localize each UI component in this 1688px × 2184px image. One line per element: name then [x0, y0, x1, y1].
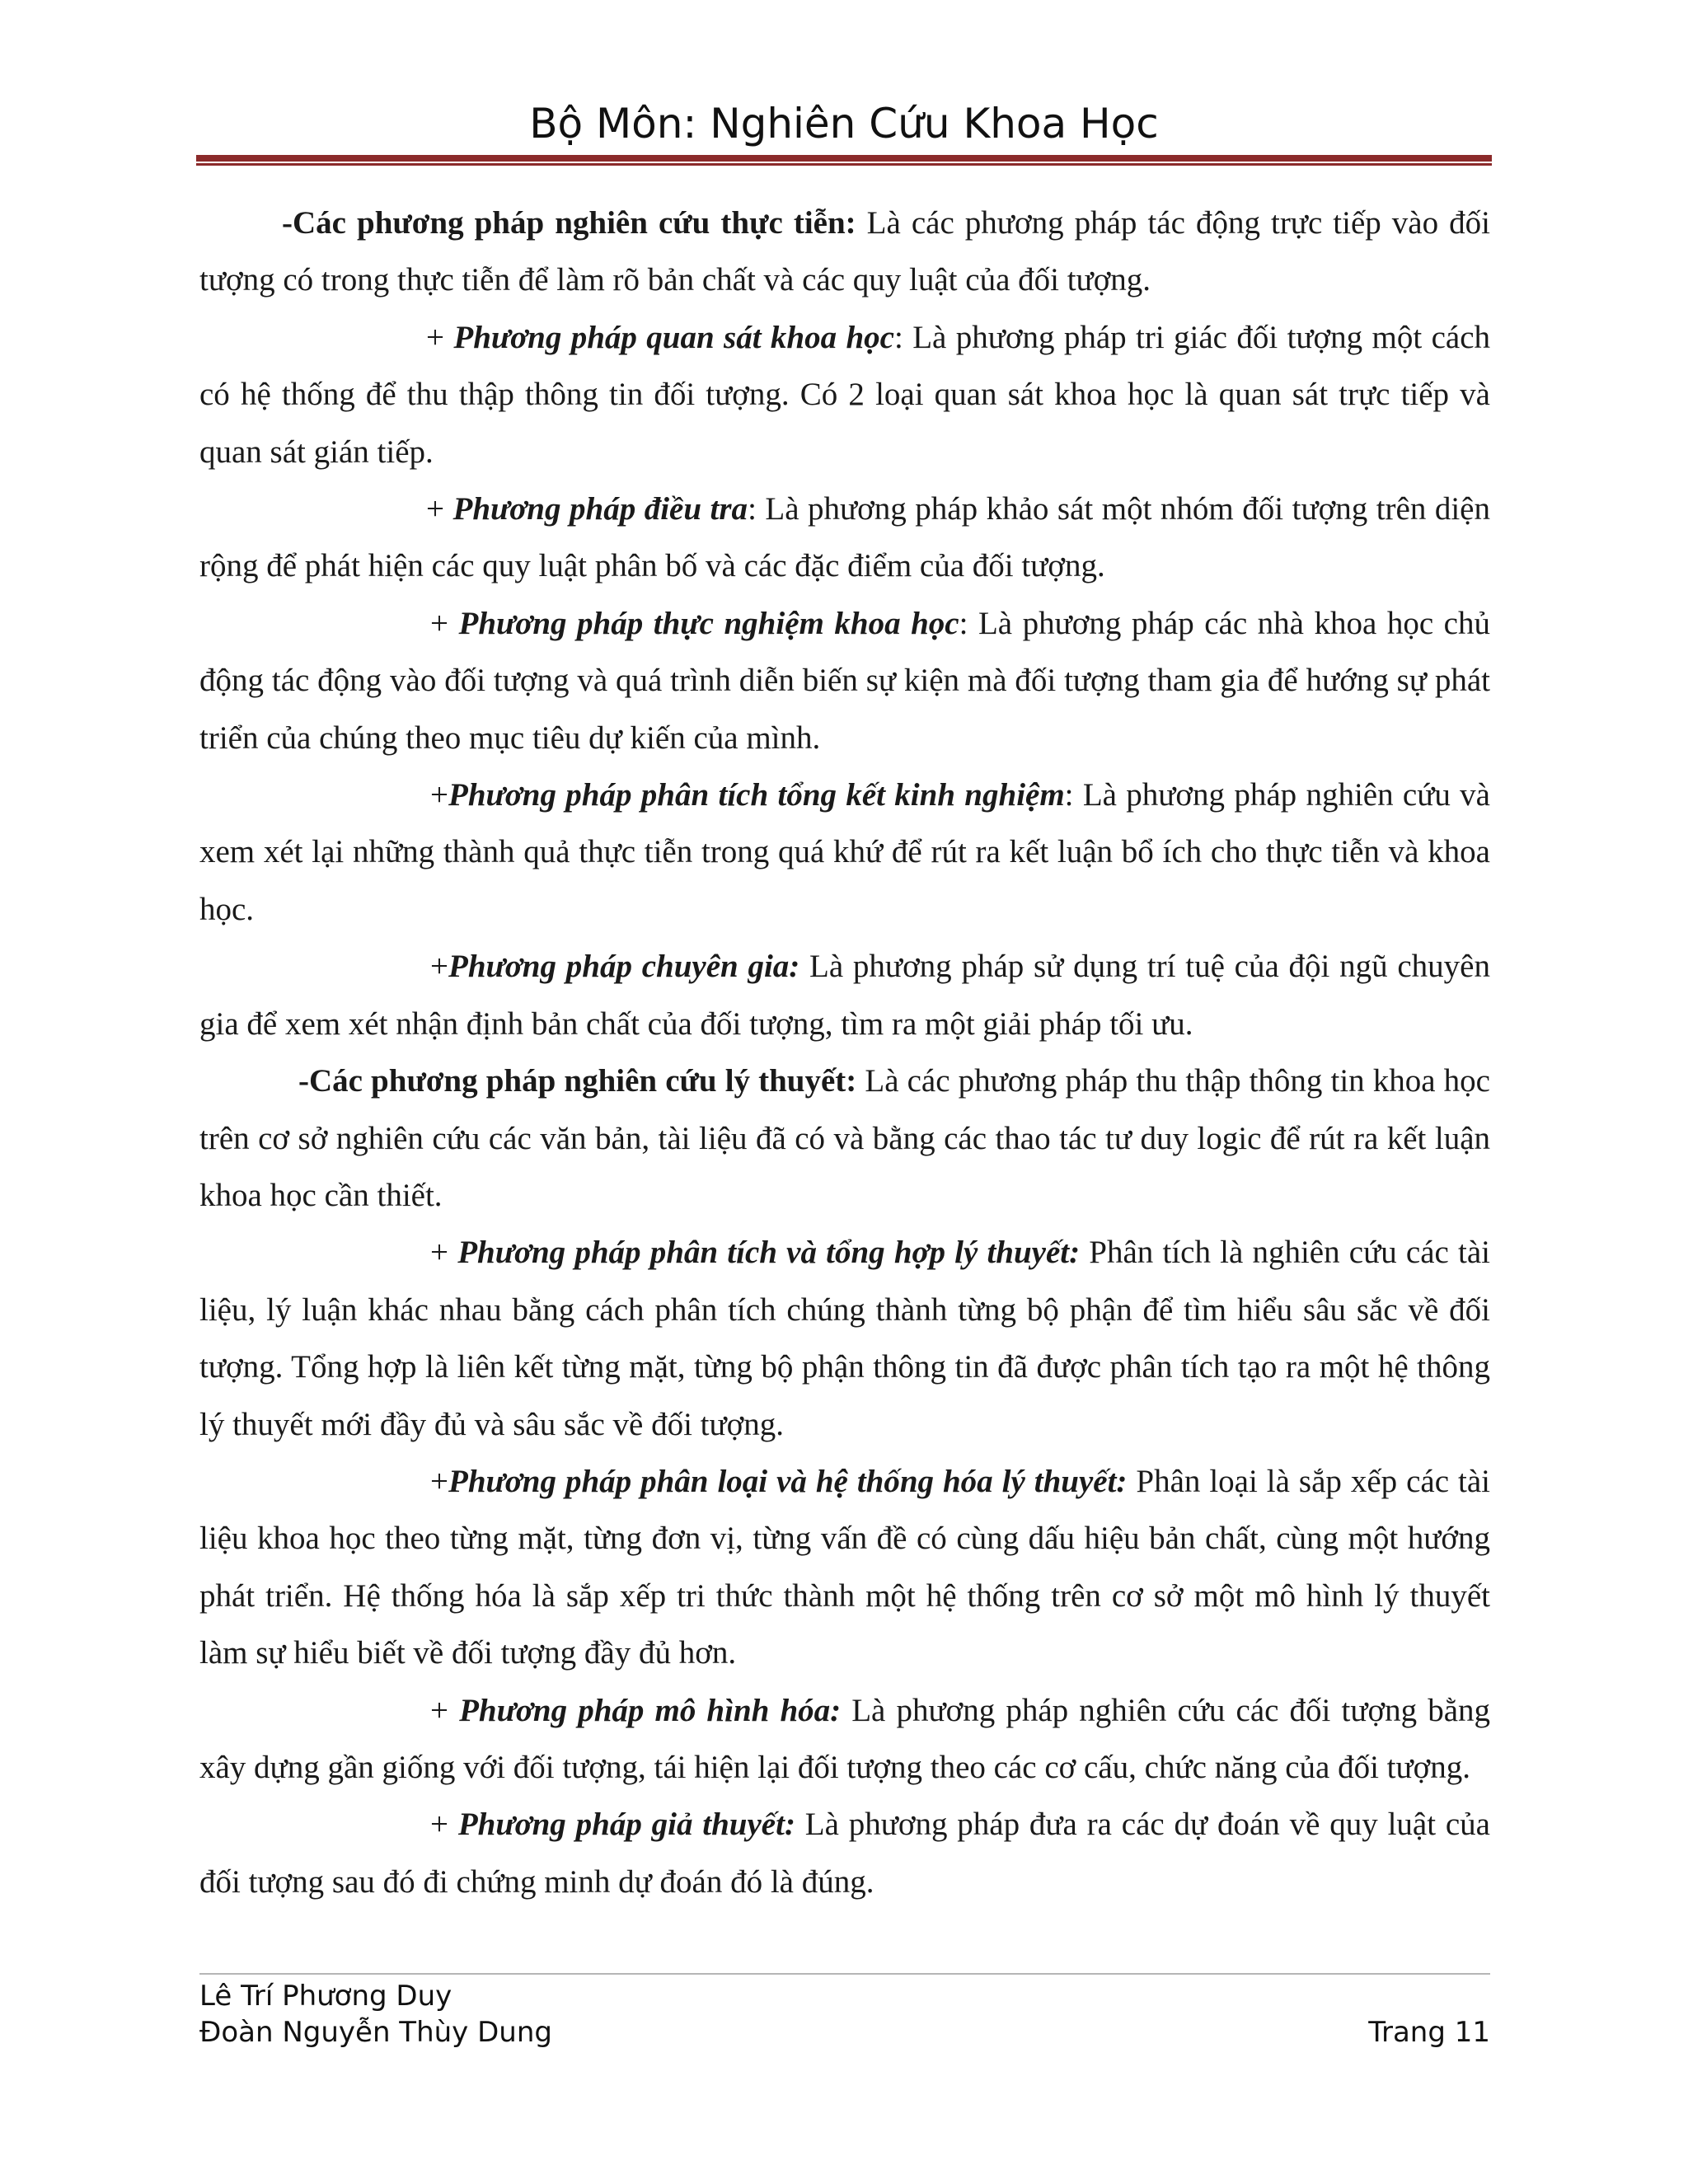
page-footer [199, 1978, 1490, 2050]
method-text: Phân loại là sắp xếp các tài liệu khoa học theo từng mặt, từng đơn vị, từng vấn đề có cùng dấu hiệu bản chất, cùng một hướng phát triển. Hệ thống hóa là sắp xếp tri thức thành một hệ thống trên cơ sở một mô hình lý thuyết làm sự hiểu biết về đối tượng đầy đủ hơn. [199, 1463, 1490, 1671]
method-text: : Là phương pháp nghiên cứu và xem xét lại những thành quả thực tiễn trong quá khứ để rút ra kết luận bổ ích cho thực tiễn và khoa học. [199, 777, 1490, 927]
method-analysis-synthesis [199, 1224, 1490, 1453]
bullet-prefix: + [426, 319, 454, 355]
header-divider [196, 155, 1492, 166]
page-number: Trang 11 [1368, 2016, 1490, 2049]
method-text: Phân tích là nghiên cứu các tài liệu, lý luận khác nhau bằng cách phân tích chúng thành từng bộ phận để tìm hiểu sâu sắc về đối tượng. Tổng hợp là liên kết từng mặt, từng bộ phận thông tin đã được phân tích tạo ra một hệ thông lý thuyết mới đầy đủ và sâu sắc về đối tượng. [199, 1235, 1491, 1442]
footer-author-1: Lê Trí Phương Duy [199, 1980, 452, 2013]
method-term: Phương pháp phân loại và hệ thống hóa lý thuyết: [448, 1463, 1128, 1499]
method-text: Là phương pháp sử dụng trí tuệ của đội ngũ chuyên gia để xem xét nhận định bản chất của đối tượng, tìm ra một giải pháp tối ưu. [199, 949, 1490, 1042]
method-observation [199, 309, 1490, 480]
method-survey [199, 480, 1490, 595]
footer-author-2: Đoàn Nguyễn Thùy Dung [199, 2016, 552, 2049]
method-term: Phương pháp quan sát khoa học [453, 319, 894, 355]
method-modeling [199, 1682, 1490, 1797]
method-experience-analysis [199, 766, 1490, 938]
method-term: Phương pháp thực nghiệm khoa học [458, 605, 959, 641]
document-body [199, 194, 1490, 1910]
method-term: Phương pháp điều tra [452, 491, 748, 527]
section-term: -Các phương pháp nghiên cứu thực tiễn: [282, 205, 856, 241]
bullet-prefix: + [430, 1692, 460, 1728]
footer-divider [199, 1973, 1490, 1975]
method-term: Phương pháp giả thuyết: [457, 1807, 795, 1843]
method-term: Phương pháp phân tích tổng kết kinh nghiệm [448, 777, 1065, 813]
section-text: Là các phương pháp thu thập thông tin khoa học trên cơ sở nghiên cứu các văn bản, tài liệu đã có và bằng các thao tác tư duy logic để rút ra kết luận khoa học cần thiết. [199, 1063, 1490, 1213]
method-text: Là phương pháp đưa ra các dự đoán về quy luật của đối tượng sau đó đi chứng minh dự đoán đó là đúng. [199, 1807, 1490, 1900]
method-text: : Là phương pháp tri giác đối tượng một cách có hệ thống để thu thập thông tin đối tượng. Có 2 loại quan sát khoa học là quan sát trực tiếp và quan sát gián tiếp. [199, 319, 1491, 470]
method-experiment [199, 595, 1490, 766]
method-text: Là phương pháp nghiên cứu các đối tượng bằng xây dựng gần giống với đối tượng, tái hiện lại đối tượng theo các cơ cấu, chức năng của đối tượng. [199, 1692, 1490, 1785]
method-term: Phương pháp mô hình hóa: [459, 1692, 842, 1728]
header-divider-thin [196, 163, 1492, 166]
section-term: -Các phương pháp nghiên cứu lý thuyết: [298, 1063, 857, 1099]
method-classification [199, 1453, 1490, 1682]
bullet-prefix: + [430, 1463, 448, 1499]
bullet-prefix: + [430, 777, 448, 813]
bullet-prefix: + [430, 1807, 458, 1843]
bullet-prefix: + [430, 605, 459, 641]
section-text: Là các phương pháp tác động trực tiếp vào đối tượng có trong thực tiễn để làm rõ bản chất và các quy luật của đối tượng. [199, 205, 1490, 298]
method-hypothesis [199, 1796, 1490, 1910]
method-expert [199, 938, 1490, 1052]
header-divider-thick [196, 155, 1492, 162]
method-text: : Là phương pháp khảo sát một nhóm đối tượng trên diện rộng để phát hiện các quy luật phân bố và các đặc điểm của đối tượng. [199, 491, 1490, 584]
bullet-prefix: + [430, 949, 448, 985]
section-practical-methods [199, 194, 1490, 309]
method-text: : Là phương pháp các nhà khoa học chủ động tác động vào đối tượng và quá trình diễn biến sự kiện mà đối tượng tham gia để hướng sự phát triển của chúng theo mục tiêu dự kiến của mình. [199, 605, 1490, 756]
bullet-prefix: + [426, 491, 453, 527]
section-theoretical-methods [199, 1052, 1490, 1224]
method-term: Phương pháp chuyên gia: [448, 949, 800, 985]
bullet-prefix: + [430, 1235, 458, 1271]
page-header-title: Bộ Môn: Nghiên Cứu Khoa Học [529, 100, 1159, 148]
method-term: Phương pháp phân tích và tổng hợp lý thuyết: [457, 1235, 1081, 1271]
